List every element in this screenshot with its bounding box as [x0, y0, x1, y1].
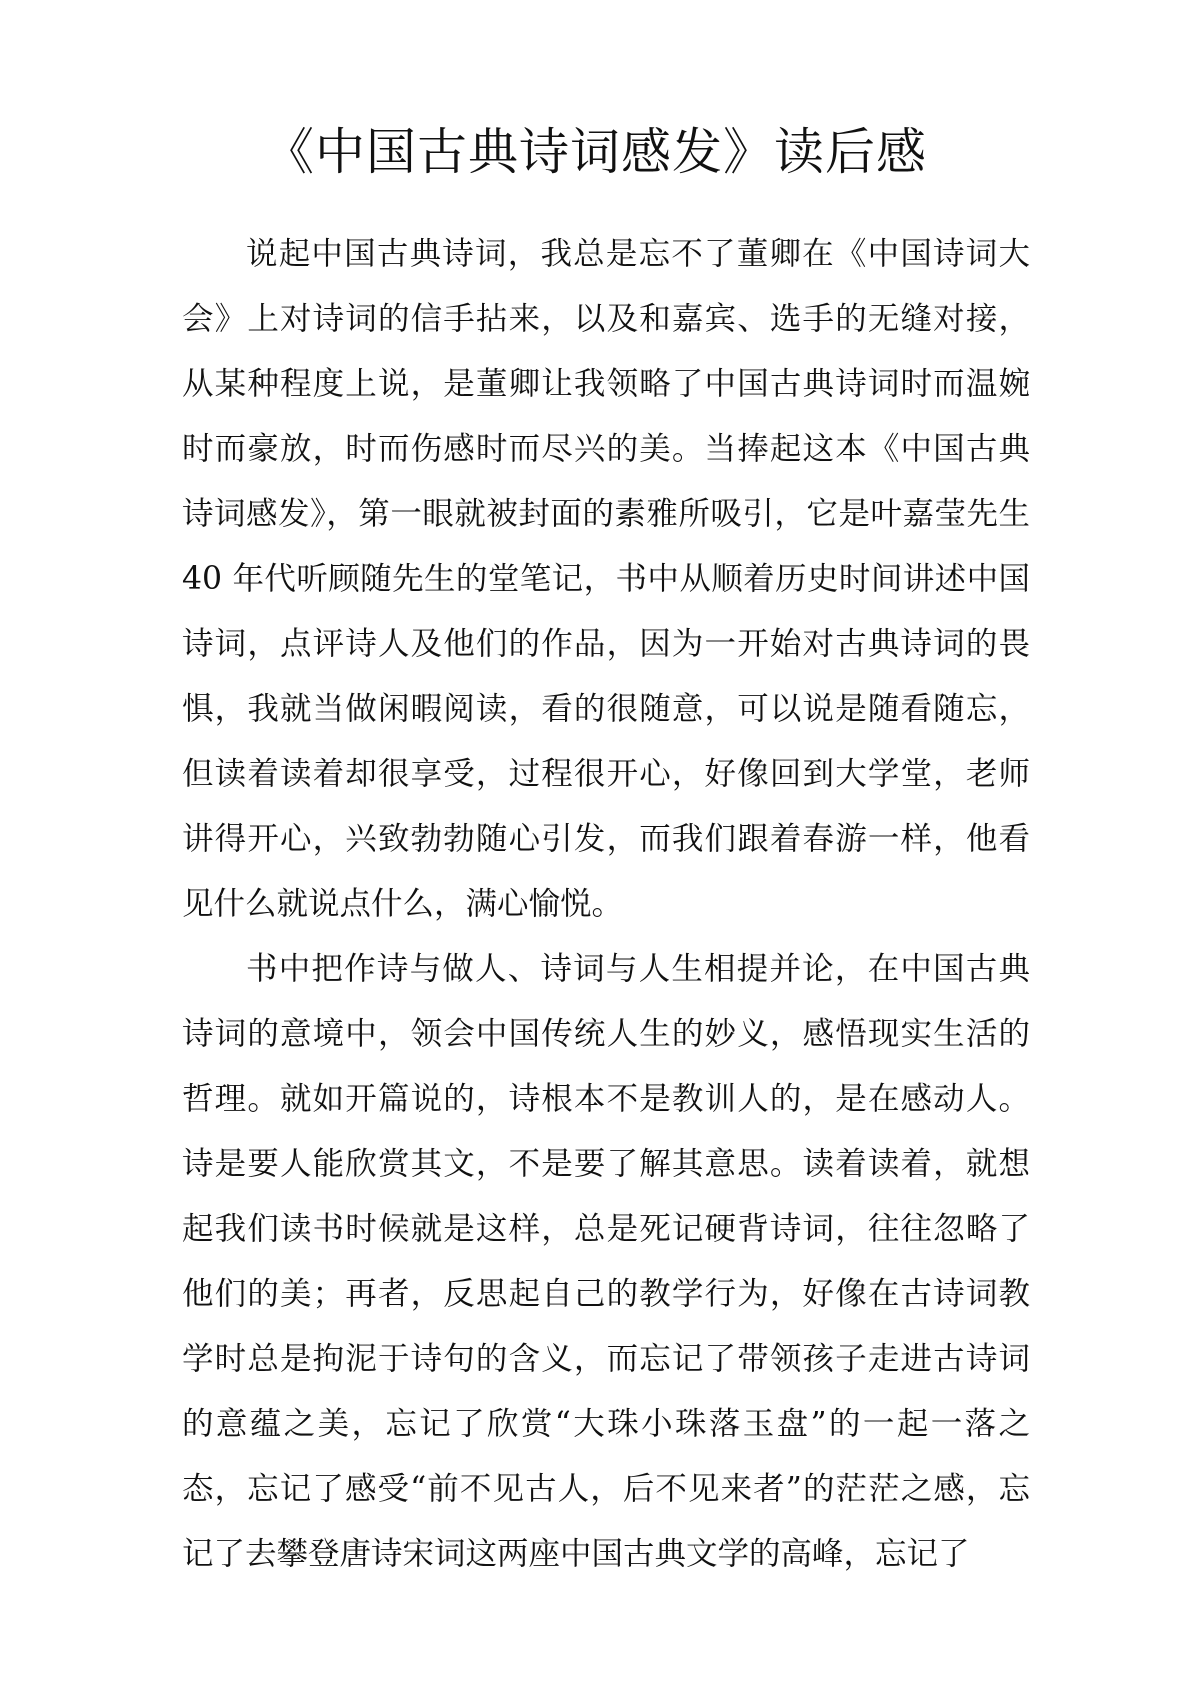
paragraph-1: 说起中国古典诗词，我总是忘不了董卿在《中国诗词大会》上对诗词的信手拈来，以及和嘉宾、选手的无缝对接，从某种程度上说，是董卿让我领略了中国古典诗词时而温婉时而豪放，时而伤感时而尽兴的美。当捧起这本《中国古典诗词感发》，第一眼就被封面的素雅所吸引，它是叶嘉莹先生 40 年代听顾随先生的堂笔记，书中从顺着历史时间讲述中国诗词，点评诗人及他们的作品，因为一开始对古典诗词的畏惧，我就当做闲暇阅读，看的很随意，可以说是随看随忘，但读着读着却很享受，过程很开心，好像回到大学堂，老师讲得开心，兴致勃勃随心引发，而我们跟着春游一样，他看见什么就说点什么，满心愉悦。	[182, 236, 1030, 922]
document-title: 《中国古典诗词感发》读后感	[264, 123, 927, 181]
paragraph-2: 书中把作诗与做人、诗词与人生相提并论，在中国古典诗词的意境中，领会中国传统人生的妙义，感悟现实生活的哲理。就如开篇说的，诗根本不是教训人的，是在感动人。诗是要人能欣赏其文，不是要了解其意思。读着读着，就想起我们读书时候就是这样，总是死记硬背诗词，往往忽略了他们的美；再者，反思起自己的教学行为，好像在古诗词教学时总是拘泥于诗句的含义，而忘记了带领孩子走进古诗词的意蕴之美，忘记了欣赏“大珠小珠落玉盘”的一起一落之态，忘记了感受“前不见古人，后不见来者”的茫茫之感，忘记了去攀登唐诗宋词这两座中国古典文学的高峰，忘记了	[182, 951, 1030, 1572]
document-body	[182, 222, 1030, 1587]
